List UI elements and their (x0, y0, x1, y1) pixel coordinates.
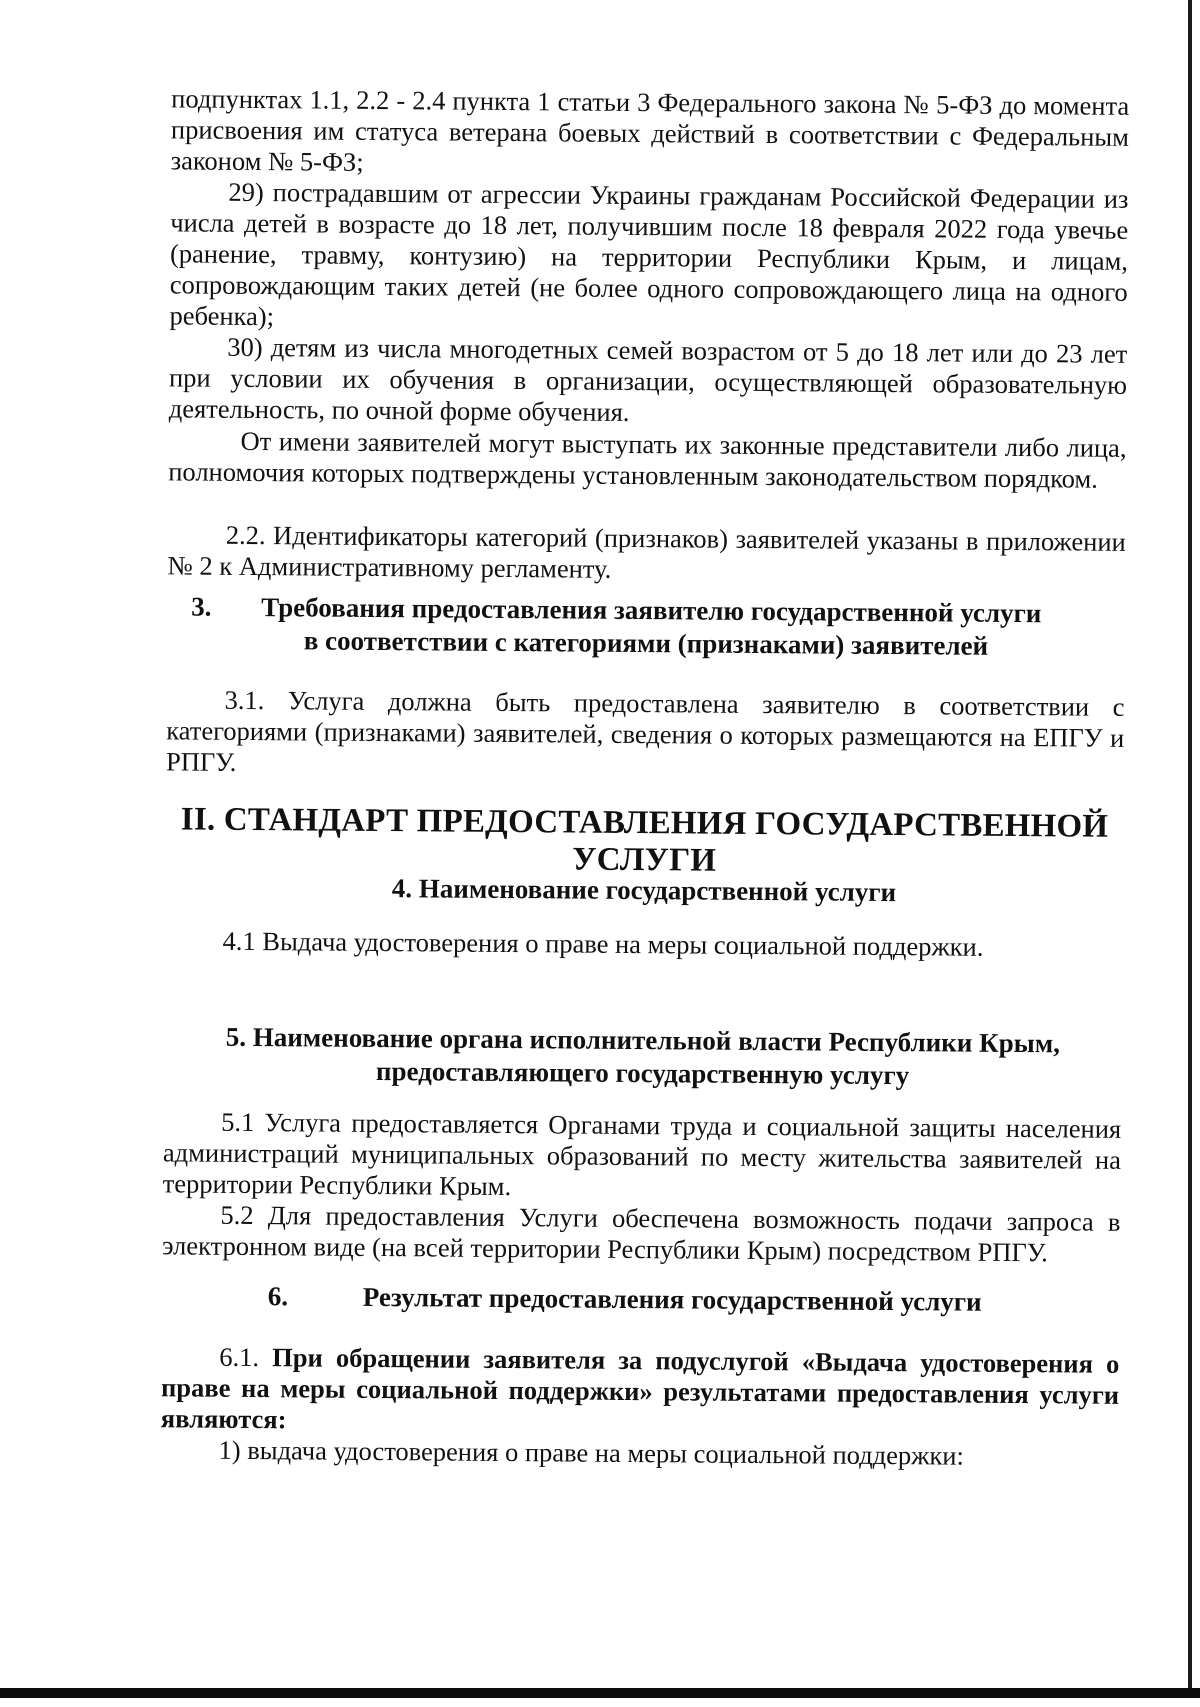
paragraph-item-29: 29) пострадавшим от агрессии Украины гражданам Российской Федерации из числа детей в возрасте до 18 лет, получившим после 18 февраля 2022 года увечье (ранение, травму, контузию) на территории Республики Крым, и лицам, сопровождающим таких детей (не более одного сопровождающего лица на одного ребенка); (169, 176, 1129, 332)
section-3-title-line2: в соответствии с категориями (признаками) заявителей (303, 625, 989, 661)
paragraph-3-1: 3.1. Услуга должна быть предоставлена заявителю в соответствии с категориями (признаками) заявителей, сведения о которых размещаются на ЕПГУ и РПГУ. (165, 684, 1125, 777)
paragraph-6-1-bold-text: При обращении заявителя за подуслугой «Выдача удостоверения о праве на меры социальной поддержки» результатами предоставления услуги являются: (160, 1342, 1120, 1435)
section-6-heading (268, 1281, 1088, 1318)
section-3-title-line1: Требования предоставления заявителю государственной услуги (261, 592, 1042, 629)
section-3-number: 3. (191, 591, 212, 622)
part-2-title: II. СТАНДАРТ ПРЕДОСТАВЛЕНИЯ ГОСУДАРСТВЕННОЙ УСЛУГИ (180, 801, 1109, 879)
section-4-title: 4. Наименование государственной услуги (391, 873, 897, 908)
paragraph-5-1: 5.1 Услуга предоставляется Органами труда и социальной защиты населения администраций муниципальных образований по месту жительства заявителей на территории Республики Крым. (162, 1106, 1122, 1202)
paragraph-2-2: 2.2. Идентификаторы категорий (признаков) заявителей указаны в приложении № 2 к Административному регламенту. (167, 519, 1126, 584)
paragraph-intro: подпунктах 1.1, 2.2 - 2.4 пункта 1 статьи 3 Федерального закона № 5-ФЗ до момента присвоения им статуса ветерана боевых действий в соответствии с Федеральным законом № 5-ФЗ; (170, 83, 1130, 177)
paragraph-4-1: 4.1 Выдача удостоверения о праве на меры социальной поддержки. (222, 925, 984, 962)
section-3-heading (191, 592, 1091, 630)
paragraph-6-1-item-1: 1) выдача удостоверения о праве на меры социальной поддержки: (218, 1434, 965, 1471)
scan-edge-right (1188, 0, 1192, 1698)
paragraph-6-1 (161, 1341, 1120, 1442)
section-6-title: Результат предоставления государственной услуги (362, 1281, 982, 1317)
paragraph-item-30: 30) детям из числа многодетных семей возрастом от 5 до 18 лет или до 23 лет при условии их обучения в организации, осуществляющей образовательную деятельность, по очной форме обучения. (168, 331, 1128, 427)
section-5-title-line1: 5. Наименование органа исполнительной власти Республики Крым, (225, 1021, 1061, 1059)
section-6-number: 6. (267, 1281, 289, 1312)
paragraph-5-2: 5.2 Для предоставления Услуги обеспечена возможность подачи запроса в электронном виде (на всей территории Республики Крым) посредством РПГУ. (162, 1199, 1121, 1268)
paragraph-representatives: От имени заявителей могут выступать их законные представители либо лица, полномочия которых подтверждены установленным законодательством порядком. (168, 425, 1127, 494)
paragraph-6-1-number: 6.1. (219, 1341, 260, 1373)
scan-edge-bottom (0, 1688, 1200, 1698)
section-5-title-line2: предоставляющего государственную услугу (375, 1055, 910, 1091)
